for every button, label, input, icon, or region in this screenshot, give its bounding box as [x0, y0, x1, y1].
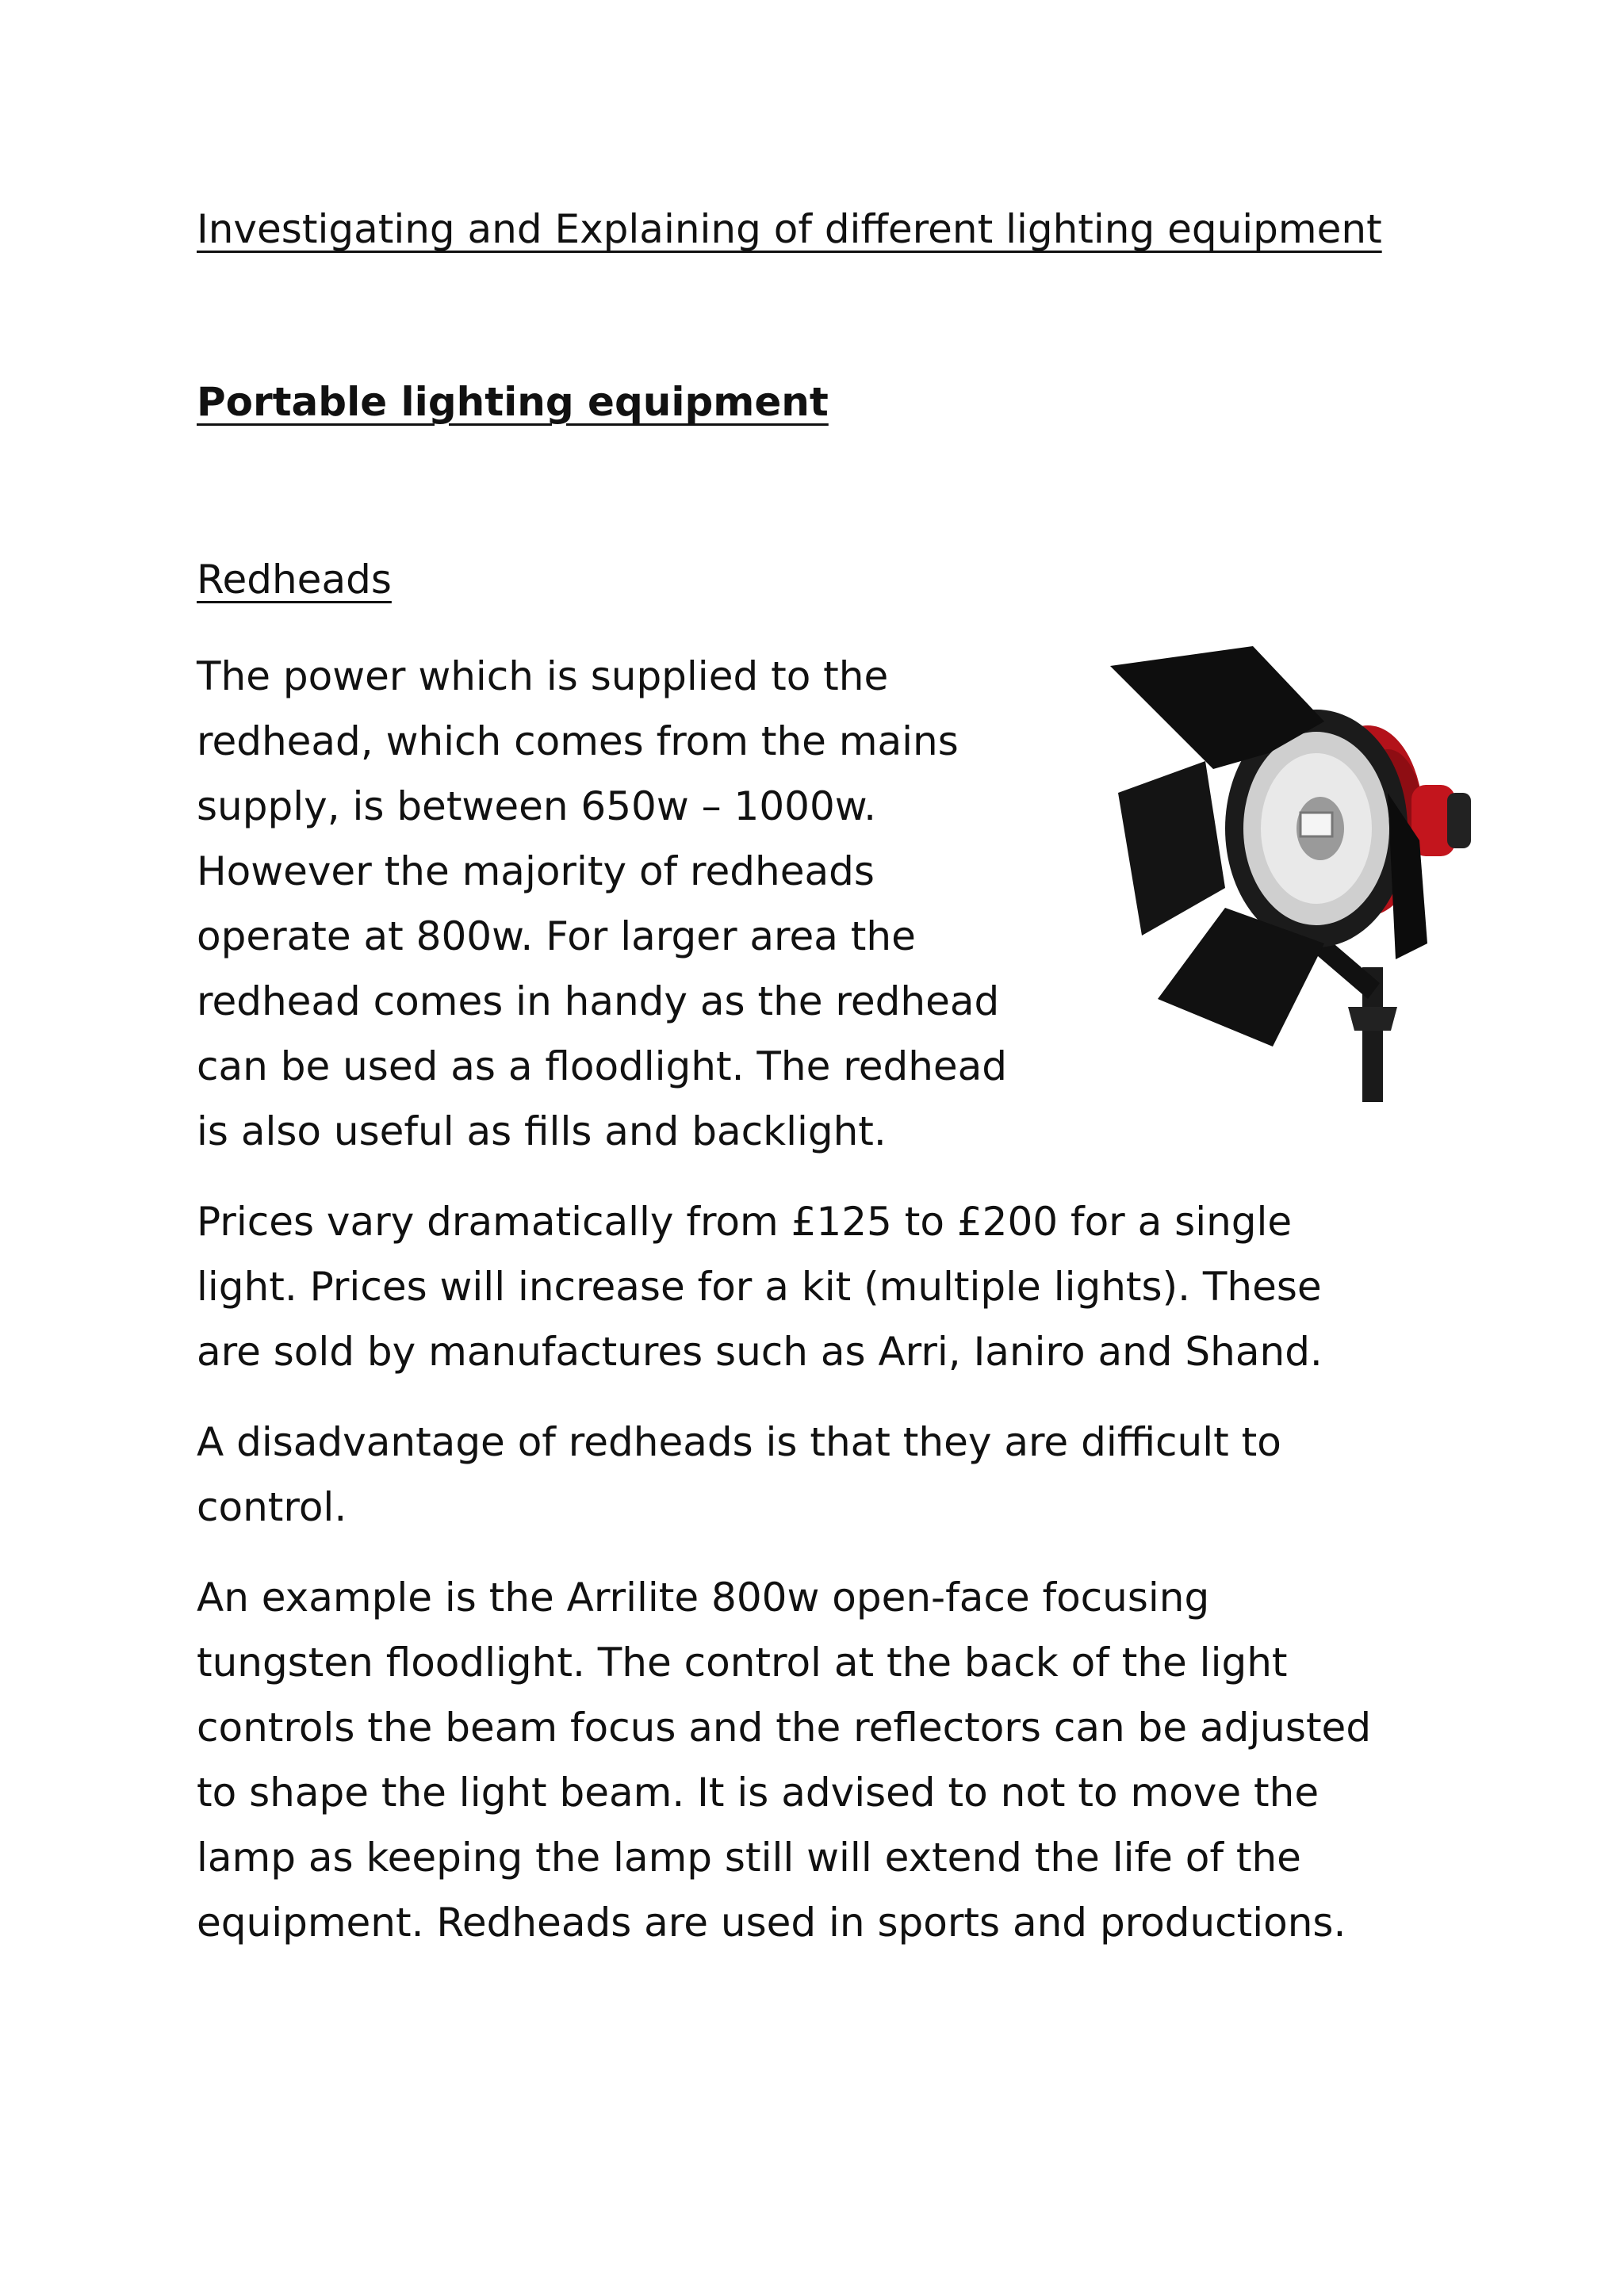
paragraph-line: The power which is supplied to the: [197, 653, 889, 699]
paragraph-line: controls the beam focus and the reflectors can be adjusted: [197, 1705, 1372, 1751]
document-title: Investigating and Explaining of different lighting equipment: [197, 206, 1382, 252]
paragraph-line: lamp as keeping the lamp still will extend the life of the: [197, 1835, 1301, 1881]
paragraph-line: can be used as a floodlight. The redhead: [197, 1043, 1008, 1089]
paragraph-line: redhead, which comes from the mains: [197, 718, 959, 764]
section-heading: Portable lighting equipment: [197, 379, 829, 425]
paragraph-line: Prices vary dramatically from £125 to £200 for a single: [197, 1199, 1293, 1245]
paragraph-line: An example is the Arrilite 800w open-face focusing: [197, 1575, 1210, 1621]
redhead-lamp-photo: [1086, 634, 1515, 1102]
paragraph-line: operate at 800w. For larger area the: [197, 913, 916, 959]
paragraph-line: are sold by manufactures such as Arri, Ianiro and Shand.: [197, 1329, 1323, 1375]
paragraph-line: tungsten floodlight. The control at the back of the light: [197, 1640, 1288, 1686]
paragraph-line: A disadvantage of redheads is that they are difficult to: [197, 1419, 1281, 1465]
paragraph-line: However the majority of redheads: [197, 848, 875, 894]
paragraph-line: supply, is between 650w – 1000w.: [197, 783, 876, 829]
paragraph-line: is also useful as fills and backlight.: [197, 1108, 887, 1154]
paragraph-line: control.: [197, 1484, 347, 1530]
paragraph-line: equipment. Redheads are used in sports and productions.: [197, 1900, 1346, 1946]
redhead-lamp-icon: [1086, 634, 1515, 1102]
subheading-redheads: Redheads: [197, 557, 392, 603]
paragraph-line: to shape the light beam. It is advised to not to move the: [197, 1770, 1320, 1816]
paragraph-line: redhead comes in handy as the redhead: [197, 978, 1000, 1024]
paragraph-line: light. Prices will increase for a kit (multiple lights). These: [197, 1264, 1322, 1310]
